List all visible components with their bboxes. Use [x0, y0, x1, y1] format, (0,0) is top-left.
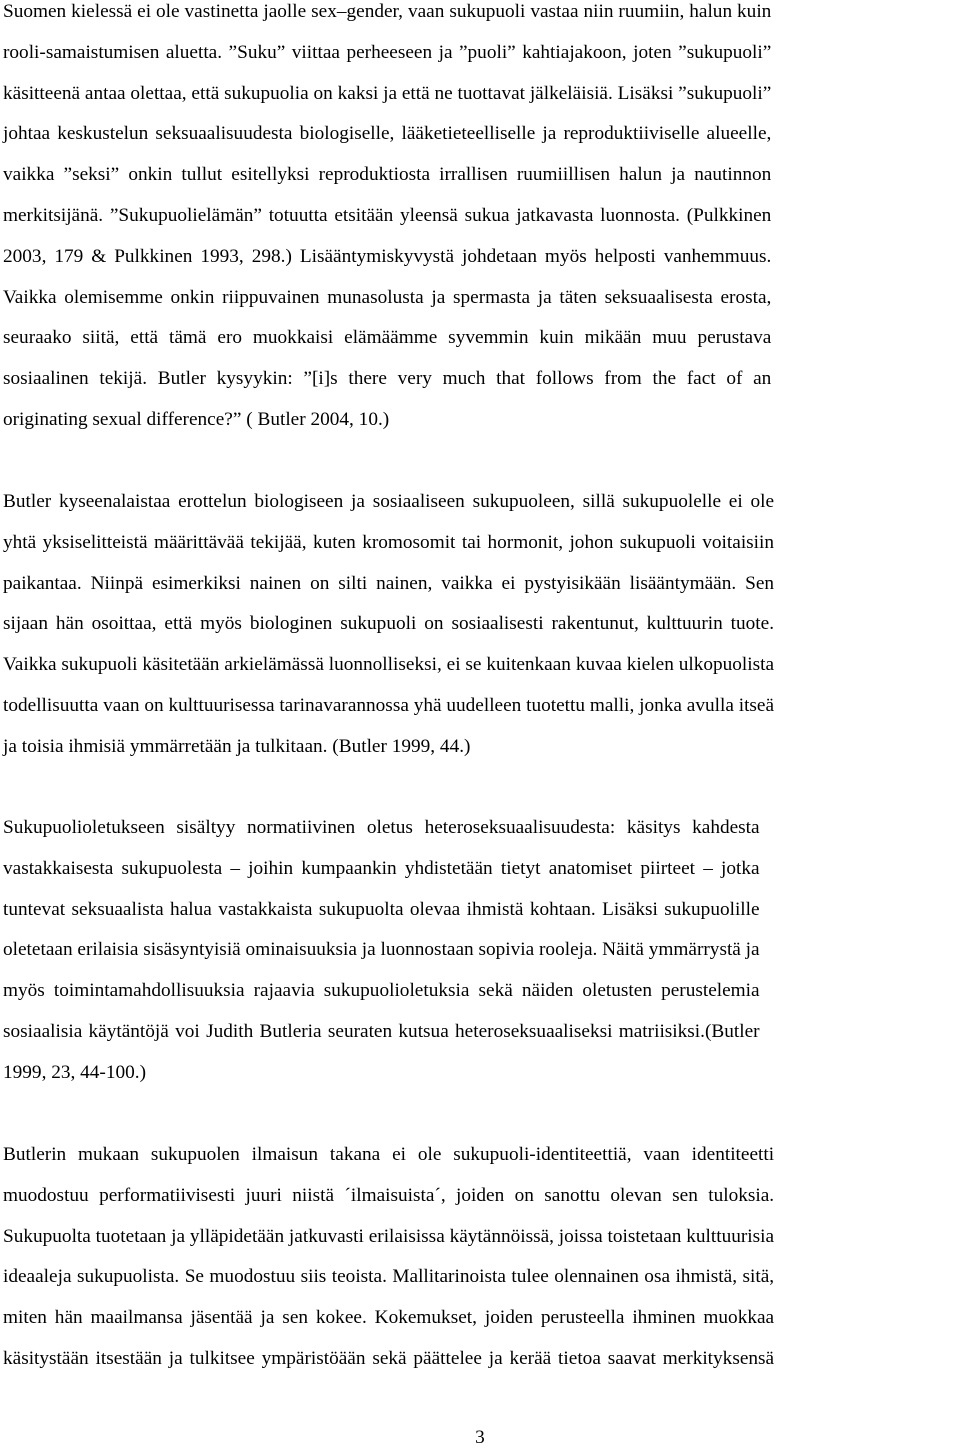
text-line: vastakkaisesta sukupuolesta – joihin kumpaankin yhdistetään tietyt anatomiset piirteet – jotka	[3, 857, 760, 879]
text-line: sosiaalinen tekijä. Butler kysyykin: ”[i]s there very much that follows from the fact of an	[3, 368, 772, 390]
text-line: ja toisia ihmisiä ymmärretään ja tulkitaan. (Butler 1999, 44.)	[3, 735, 471, 757]
text-line: miten hän maailmansa jäsentää ja sen kokee. Kokemukset, joiden perusteella ihminen muokkaa	[3, 1307, 775, 1329]
text-line: oletetaan erilaisia sisäsyntyisiä ominaisuuksia ja luonnostaan sopivia rooleja. Näitä ymmärrystä ja	[3, 939, 760, 961]
text-line: originating sexual difference?” ( Butler 2004, 10.)	[3, 408, 390, 430]
paragraph	[3, 482, 774, 768]
text-line: merkitsijänä. ”Sukupuolielämän” totuutta etsitään yleensä sukua jatkavasta luonnosta. (Pulkkinen	[3, 204, 772, 226]
paragraph	[3, 808, 760, 1094]
text-line: ideaaleja sukupuolista. Se muodostuu siis teoista. Mallitarinoista tulee olennainen osa ihmistä, sitä,	[3, 1266, 775, 1288]
text-line: käsitystään itsestään ja tulkitsee ympäristöään sekä päättelee ja kerää tietoa saavat merkityksensä	[3, 1347, 775, 1369]
text-line: Sukupuolioletukseen sisältyy normatiivinen oletus heteroseksuaalisuudesta: käsitys kahdesta	[3, 817, 760, 838]
text-line: sijaan hän osoittaa, että myös biologinen sukupuoli on sosiaalisesti rakentunut, kulttuurin tuote.	[3, 613, 775, 635]
paragraph	[3, 1135, 774, 1380]
text-line: sosiaalisia käytäntöjä voi Judith Butleria seuraten kutsua heteroseksuaaliseksi matriisiksi.(Butler	[3, 1020, 760, 1042]
text-line: Vaikka olemisemme onkin riippuvainen munasolusta ja spermasta ja täten seksuaalisesta erosta,	[3, 286, 772, 308]
text-line: 1999, 23, 44-100.)	[3, 1061, 146, 1083]
text-line: Sukupuolta tuotetaan ja ylläpidetään jatkuvasti erilaisissa käytännöissä, joissa toistetaan kulttuurisia	[3, 1225, 775, 1247]
text-line: yhtä yksiselitteistä määrittävää tekijää, kuten kromosomit tai hormonit, johon sukupuoli voitaisiin	[3, 531, 775, 553]
paragraph	[3, 0, 771, 441]
page-number: 3	[475, 1427, 485, 1448]
text-line: käsitteenä antaa olettaa, että sukupuolia on kaksi ja että ne tuottavat jälkeläisiä. Lisäksi ”sukupuoli”	[3, 82, 772, 104]
text-line: Butler kyseenalaistaa erottelun biologiseen ja sosiaaliseen sukupuoleen, sillä sukupuolelle ei ole	[3, 491, 775, 512]
text-line: johtaa keskustelun seksuaalisuudesta biologiselle, lääketieteelliselle ja reproduktiiviselle alueelle,	[3, 123, 772, 145]
text-line: vaikka ”seksi” onkin tullut esitellyksi reproduktiosta irrallisen ruumiillisen halun ja nautinnon	[3, 164, 772, 186]
text-line: todellisuutta vaan on kulttuurisessa tarinavarannossa yhä uudelleen tuotettu malli, jonka avulla itseä	[3, 694, 775, 716]
text-line: Suomen kielessä ei ole vastinetta jaolle sex–gender, vaan sukupuoli vastaa niin ruumiin, halun kuin	[3, 1, 772, 22]
text-line: muodostuu performatiivisesti juuri niistä ´ilmaisuista´, joiden on sanottu olevan sen tuloksia.	[3, 1184, 775, 1206]
text-line: Butlerin mukaan sukupuolen ilmaisun takana ei ole sukupuoli-identiteettiä, vaan identiteetti	[3, 1144, 775, 1165]
text-line: rooli-samaistumisen aluetta. ”Suku” viittaa perheeseen ja ”puoli” kahtiajakoon, joten ”sukupuoli”	[3, 41, 772, 63]
text-line: seuraako siitä, että tämä ero muokkaisi elämäämme syvemmin kuin mikään muu perustava	[3, 327, 772, 349]
text-line: 2003, 179 & Pulkkinen 1993, 298.) Lisääntymiskyvystä johdetaan myös helposti vanhemmuus.	[3, 245, 772, 267]
text-line: paikantaa. Niinpä esimerkiksi nainen on silti nainen, vaikka ei pystyisikään lisääntymään. Sen	[3, 572, 775, 594]
text-line: myös toimintamahdollisuuksia rajaavia sukupuolioletuksia sekä näiden oletusten perustelemia	[3, 980, 760, 1002]
text-line: Vaikka sukupuoli käsitetään arkielämässä luonnolliseksi, ei se kuitenkaan kuvaa kielen ulkopuolista	[3, 654, 775, 676]
text-line: tuntevat seksuaalista halua vastakkaista sukupuolta olevaa ihmistä kohtaan. Lisäksi sukupuolille	[3, 898, 760, 920]
